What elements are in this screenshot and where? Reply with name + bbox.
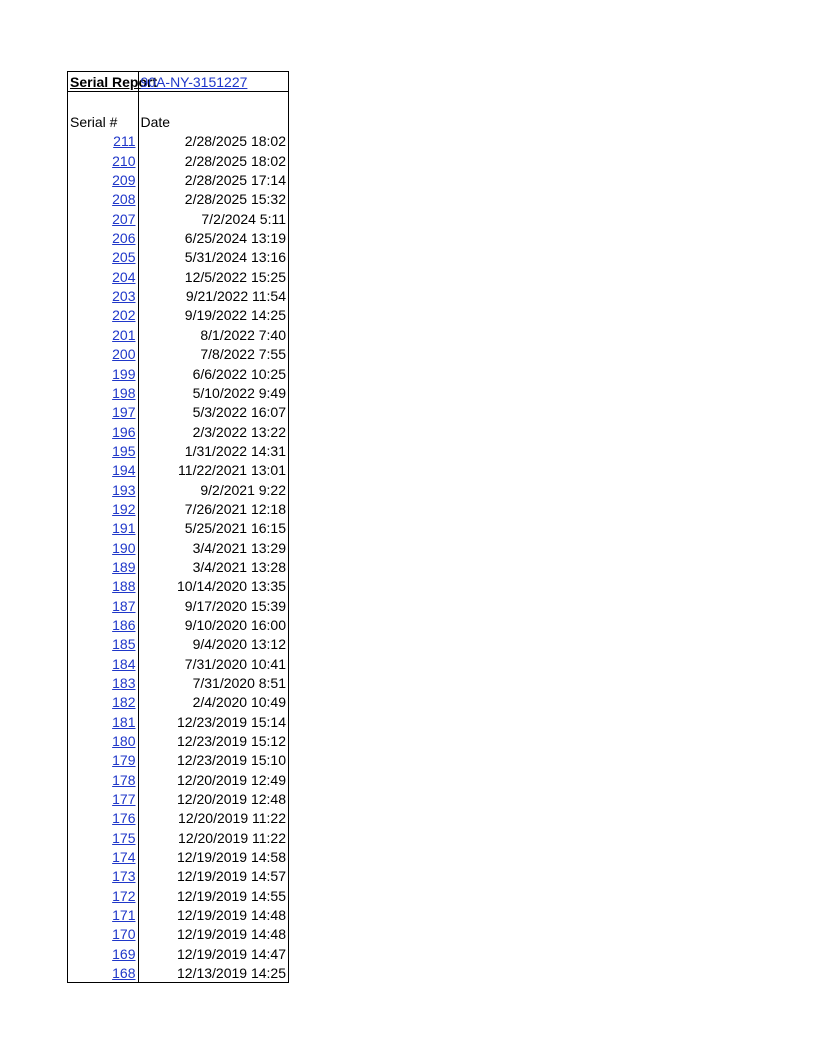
serial-number-link[interactable]: 181 bbox=[112, 713, 136, 730]
serial-number-link[interactable]: 192 bbox=[112, 500, 136, 517]
date-cell: 5/25/2021 16:15 bbox=[184, 520, 286, 537]
table-row bbox=[68, 421, 288, 440]
serial-number-link[interactable]: 193 bbox=[112, 481, 136, 498]
serial-number-link[interactable]: 170 bbox=[112, 926, 136, 943]
table-row bbox=[68, 247, 288, 266]
date-cell: 11/22/2021 13:01 bbox=[178, 462, 286, 479]
date-cell: 2/28/2025 18:02 bbox=[184, 152, 286, 169]
serial-number-link[interactable]: 175 bbox=[112, 829, 136, 846]
serial-number-link[interactable]: 184 bbox=[112, 655, 136, 672]
serial-cell bbox=[68, 479, 138, 498]
serial-cell bbox=[68, 924, 138, 943]
date-cell: 7/2/2024 5:11 bbox=[201, 210, 286, 227]
serial-number-link[interactable]: 204 bbox=[112, 268, 136, 285]
date-cell: 3/4/2021 13:28 bbox=[192, 558, 286, 575]
table-row bbox=[68, 808, 288, 827]
table-row bbox=[68, 189, 288, 208]
serial-number-link[interactable]: 196 bbox=[112, 423, 136, 440]
serial-cell bbox=[68, 170, 138, 189]
serial-number-link[interactable]: 169 bbox=[112, 945, 136, 962]
table-row bbox=[68, 518, 288, 537]
serial-cell bbox=[68, 518, 138, 537]
date-cell: 12/23/2019 15:12 bbox=[177, 733, 286, 750]
date-cell: 2/28/2025 18:02 bbox=[184, 133, 286, 150]
date-cell: 9/17/2020 15:39 bbox=[184, 597, 286, 614]
date-cell: 1/31/2022 14:31 bbox=[184, 442, 286, 459]
serial-cell bbox=[68, 363, 138, 382]
serial-cell bbox=[68, 537, 138, 556]
table-row bbox=[68, 537, 288, 556]
serial-report-sheet bbox=[67, 71, 289, 983]
table-row bbox=[68, 653, 288, 672]
serial-cell bbox=[68, 615, 138, 634]
serial-number-link[interactable]: 174 bbox=[112, 849, 136, 866]
serial-cell bbox=[68, 324, 138, 343]
table-row bbox=[68, 363, 288, 382]
table-row bbox=[68, 460, 288, 479]
table-row bbox=[68, 479, 288, 498]
date-cell: 2/3/2022 13:22 bbox=[192, 423, 286, 440]
table-row bbox=[68, 692, 288, 711]
serial-cell bbox=[68, 769, 138, 788]
table-row bbox=[68, 769, 288, 788]
table-row bbox=[68, 924, 288, 943]
serial-number-link[interactable]: 199 bbox=[112, 365, 136, 382]
serial-number-link[interactable]: 171 bbox=[112, 907, 136, 924]
blank-cell bbox=[68, 92, 138, 112]
serial-number-link[interactable]: 202 bbox=[112, 307, 136, 324]
serial-number-link[interactable]: 197 bbox=[112, 404, 136, 421]
serial-cell bbox=[68, 943, 138, 962]
serial-cell bbox=[68, 383, 138, 402]
serial-cell bbox=[68, 247, 138, 266]
table-row bbox=[68, 750, 288, 769]
title-row bbox=[68, 72, 288, 92]
serial-cell bbox=[68, 344, 138, 363]
serial-cell bbox=[68, 150, 138, 169]
blank-row bbox=[68, 92, 288, 112]
serial-cell bbox=[68, 711, 138, 730]
serial-cell bbox=[68, 557, 138, 576]
serial-number-link[interactable]: 168 bbox=[112, 965, 136, 982]
serial-cell bbox=[68, 885, 138, 904]
serial-cell bbox=[68, 808, 138, 827]
serial-cell bbox=[68, 673, 138, 692]
date-cell: 8/1/2022 7:40 bbox=[200, 326, 286, 343]
serial-number-link[interactable]: 172 bbox=[112, 887, 136, 904]
date-cell: 12/5/2022 15:25 bbox=[184, 268, 286, 285]
date-cell: 3/4/2021 13:29 bbox=[192, 539, 286, 556]
table-row bbox=[68, 634, 288, 653]
date-cell: 9/4/2020 13:12 bbox=[192, 636, 286, 653]
table-row bbox=[68, 170, 288, 189]
date-cell: 12/19/2019 14:55 bbox=[177, 887, 286, 904]
table-row bbox=[68, 576, 288, 595]
table-row bbox=[68, 557, 288, 576]
table-row bbox=[68, 673, 288, 692]
serial-cell bbox=[68, 692, 138, 711]
serial-cell bbox=[68, 963, 138, 982]
serial-number-link[interactable]: 191 bbox=[112, 520, 136, 537]
table-row bbox=[68, 789, 288, 808]
serial-cell bbox=[68, 731, 138, 750]
date-cell: 5/31/2024 13:16 bbox=[184, 249, 286, 266]
date-cell: 7/31/2020 10:41 bbox=[184, 655, 286, 672]
date-cell: 7/8/2022 7:55 bbox=[200, 346, 286, 363]
serial-number-link[interactable]: 205 bbox=[112, 249, 136, 266]
table-row bbox=[68, 208, 288, 227]
date-cell: 12/23/2019 15:14 bbox=[177, 713, 286, 730]
serial-cell bbox=[68, 208, 138, 227]
serial-number-link[interactable]: 206 bbox=[112, 230, 136, 247]
serial-number-link[interactable]: 186 bbox=[112, 616, 136, 633]
date-cell: 12/20/2019 11:22 bbox=[178, 810, 286, 827]
date-cell: 9/10/2020 16:00 bbox=[184, 616, 286, 633]
serial-cell bbox=[68, 847, 138, 866]
serial-cell bbox=[68, 499, 138, 518]
table-row bbox=[68, 383, 288, 402]
serial-cell bbox=[68, 576, 138, 595]
date-cell: 12/19/2019 14:57 bbox=[177, 868, 286, 885]
date-cell: 10/14/2020 13:35 bbox=[177, 578, 286, 595]
serial-column-header: Serial # bbox=[68, 112, 138, 131]
serial-cell bbox=[68, 789, 138, 808]
serial-number-link[interactable]: 195 bbox=[112, 442, 136, 459]
serial-number-link[interactable]: 201 bbox=[112, 326, 136, 343]
serial-number-link[interactable]: 182 bbox=[112, 694, 136, 711]
date-cell: 12/19/2019 14:58 bbox=[177, 849, 286, 866]
table-row bbox=[68, 324, 288, 343]
date-cell: 12/13/2019 14:25 bbox=[177, 965, 286, 982]
serial-cell bbox=[68, 595, 138, 614]
date-cell: 2/28/2025 15:32 bbox=[184, 191, 286, 208]
table-row bbox=[68, 305, 288, 324]
serial-cell bbox=[68, 131, 138, 150]
table-row bbox=[68, 441, 288, 460]
date-cell: 6/6/2022 10:25 bbox=[192, 365, 286, 382]
serial-cell bbox=[68, 266, 138, 285]
table-row bbox=[68, 402, 288, 421]
table-row bbox=[68, 228, 288, 247]
date-cell: 12/19/2019 14:48 bbox=[177, 907, 286, 924]
date-cell: 12/19/2019 14:48 bbox=[177, 926, 286, 943]
table-row bbox=[68, 344, 288, 363]
serial-cell bbox=[68, 750, 138, 769]
date-cell: 5/10/2022 9:49 bbox=[192, 384, 286, 401]
table-row bbox=[68, 266, 288, 285]
serial-cell bbox=[68, 827, 138, 846]
table-row bbox=[68, 827, 288, 846]
serial-cell bbox=[68, 402, 138, 421]
serial-number-link[interactable]: 178 bbox=[112, 771, 136, 788]
serial-number-link[interactable]: 208 bbox=[112, 191, 136, 208]
blank-cell bbox=[138, 92, 288, 112]
serial-number-link[interactable]: 190 bbox=[112, 539, 136, 556]
serial-number-link[interactable]: 198 bbox=[112, 384, 136, 401]
serial-cell bbox=[68, 286, 138, 305]
serial-number-link[interactable]: 207 bbox=[112, 210, 136, 227]
table-row bbox=[68, 885, 288, 904]
serial-number-link[interactable]: 187 bbox=[112, 597, 136, 614]
table-row bbox=[68, 731, 288, 750]
serial-cell bbox=[68, 634, 138, 653]
serial-cell bbox=[68, 189, 138, 208]
date-cell: 12/20/2019 12:48 bbox=[177, 791, 286, 808]
serial-cell bbox=[68, 421, 138, 440]
serial-number-link[interactable]: 194 bbox=[112, 462, 136, 479]
serial-cell bbox=[68, 441, 138, 460]
serial-cell bbox=[68, 653, 138, 672]
serial-number-link[interactable]: 179 bbox=[112, 752, 136, 769]
serial-number-link[interactable]: 209 bbox=[112, 172, 136, 189]
serial-cell bbox=[68, 905, 138, 924]
date-cell: 5/3/2022 16:07 bbox=[192, 404, 286, 421]
table-row bbox=[68, 499, 288, 518]
serial-number-link[interactable]: 203 bbox=[112, 288, 136, 305]
report-id-link[interactable]: 90A-NY-3151227 bbox=[138, 72, 288, 92]
serial-table bbox=[68, 72, 288, 982]
date-cell: 7/26/2021 12:18 bbox=[184, 500, 286, 517]
table-row bbox=[68, 150, 288, 169]
date-cell: 12/20/2019 11:22 bbox=[178, 829, 286, 846]
serial-number-link[interactable]: 176 bbox=[112, 810, 136, 827]
table-row bbox=[68, 595, 288, 614]
table-row bbox=[68, 905, 288, 924]
date-cell: 7/31/2020 8:51 bbox=[192, 675, 286, 691]
serial-number-link[interactable]: 210 bbox=[112, 152, 136, 169]
serial-cell bbox=[68, 460, 138, 479]
serial-number-link[interactable]: 183 bbox=[112, 675, 136, 691]
serial-number-link[interactable]: 185 bbox=[112, 636, 136, 653]
serial-number-link[interactable]: 188 bbox=[112, 578, 136, 595]
date-cell: 9/21/2022 11:54 bbox=[185, 288, 286, 305]
date-column-header: Date bbox=[140, 114, 171, 131]
date-cell: 12/23/2019 15:10 bbox=[177, 752, 286, 769]
date-cell: 12/19/2019 14:47 bbox=[177, 945, 286, 962]
date-cell: 12/20/2019 12:49 bbox=[177, 771, 286, 788]
column-header-row bbox=[68, 112, 288, 131]
serial-number-link[interactable]: 180 bbox=[112, 733, 136, 750]
serial-cell bbox=[68, 305, 138, 324]
table-row bbox=[68, 131, 288, 150]
date-cell: 6/25/2024 13:19 bbox=[184, 230, 286, 247]
table-row bbox=[68, 615, 288, 634]
table-row bbox=[68, 286, 288, 305]
date-cell: 2/28/2025 17:14 bbox=[184, 172, 286, 189]
serial-number-link[interactable]: 200 bbox=[112, 346, 136, 363]
table-row bbox=[68, 711, 288, 730]
date-cell: 9/2/2021 9:22 bbox=[200, 481, 286, 498]
serial-number-link[interactable]: 173 bbox=[112, 868, 136, 885]
table-row bbox=[68, 847, 288, 866]
serial-number-link[interactable]: 211 bbox=[113, 133, 136, 150]
report-title: Serial Report bbox=[68, 72, 138, 92]
date-cell: 2/4/2020 10:49 bbox=[192, 694, 286, 711]
table-row bbox=[68, 866, 288, 885]
serial-cell bbox=[68, 228, 138, 247]
table-row bbox=[68, 943, 288, 962]
serial-number-link[interactable]: 189 bbox=[112, 558, 136, 575]
table-row bbox=[68, 963, 288, 982]
serial-number-link[interactable]: 177 bbox=[112, 791, 136, 808]
serial-cell bbox=[68, 866, 138, 885]
date-cell: 9/19/2022 14:25 bbox=[184, 307, 286, 324]
